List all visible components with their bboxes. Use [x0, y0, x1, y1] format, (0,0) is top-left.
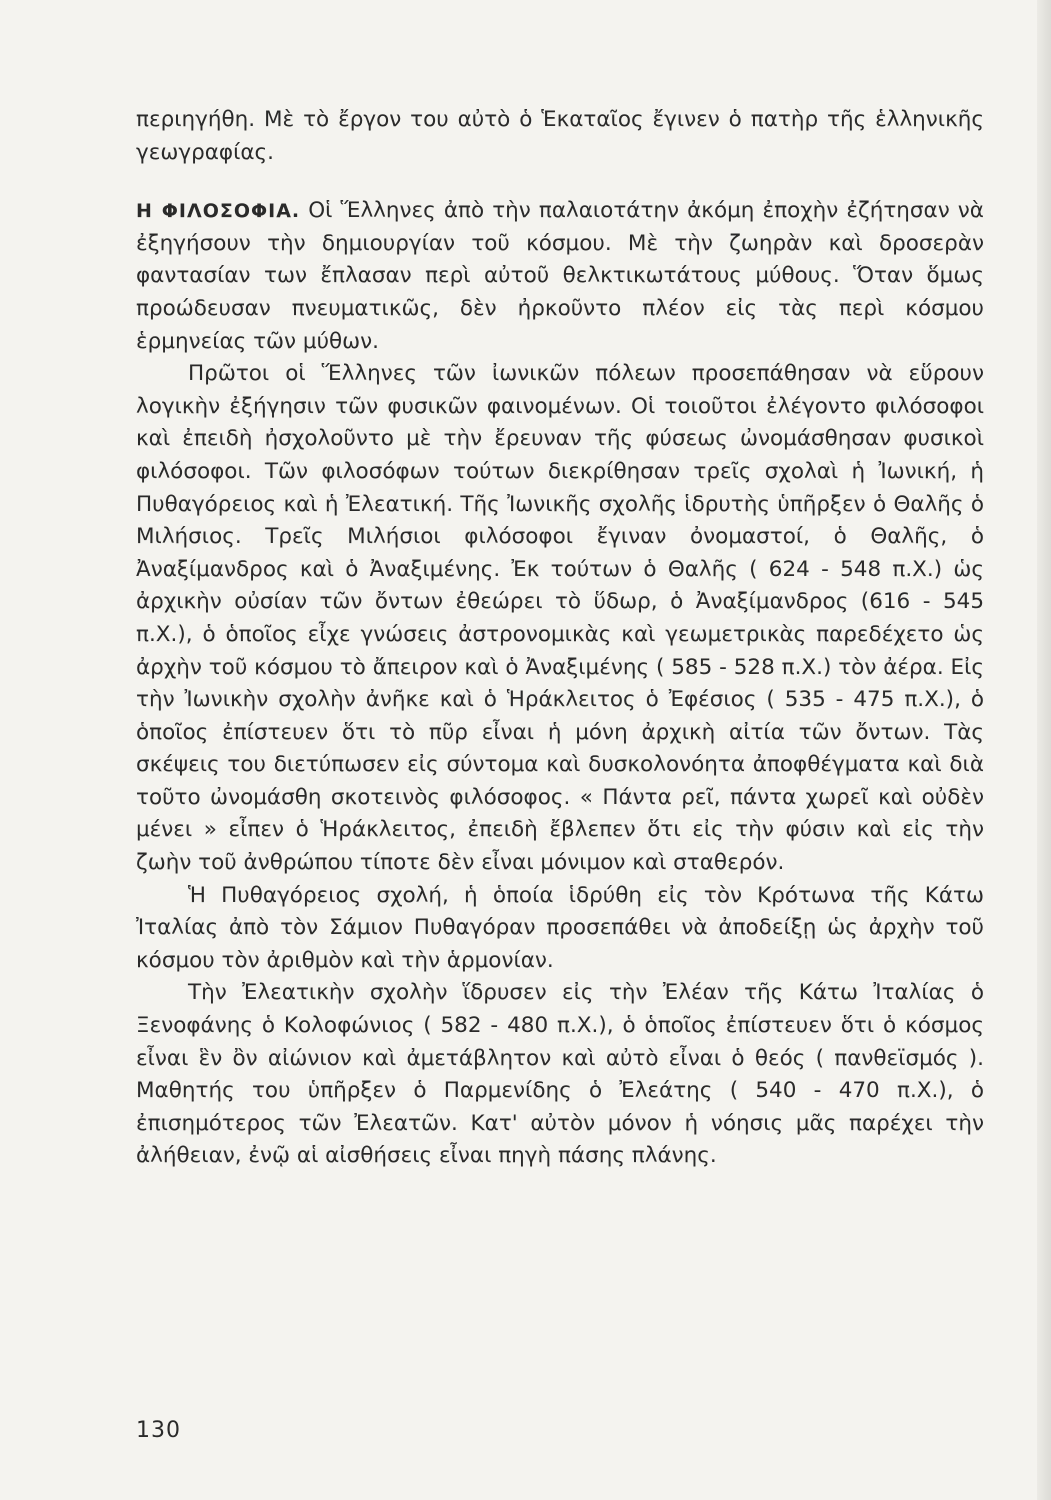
section-heading: Η ΦΙΛΟΣΟΦΙΑ.: [136, 200, 301, 223]
philosophy-section: [136, 195, 984, 358]
paragraph-2: Πρῶτοι οἱ Ἕλληνες τῶν ἰωνικῶν πόλεων προσεπάθησαν νὰ εὕρουν λογικὴν ἐξήγησιν τῶν φυσικῶν φαινομένων. Οἱ τοιοῦτοι ἐλέγοντο φιλόσοφοι καὶ ἐπειδὴ ἠσχολοῦντο μὲ τὴν ἔρευναν τῆς φύσεως ὠνομάσθησαν φυσικοὶ φιλόσοφοι. Τῶν φιλοσόφων τούτων διεκρίθησαν τρεῖς σχολαὶ ἡ Ἰωνική, ἡ Πυθαγόρειος καὶ ἡ Ἐλεατική. Τῆς Ἰωνικῆς σχολῆς ἱδρυτὴς ὑπῆρξεν ὁ Θαλῆς ὁ Μιλήσιος. Τρεῖς Μιλήσιοι φιλόσοφοι ἔγιναν ὀνομαστοί, ὁ Θαλῆς, ὁ Ἀναξίμανδρος καὶ ὁ Ἀναξιμένης. Ἐκ τούτων ὁ Θαλῆς ( 624 - 548 π.Χ.) ὡς ἀρχικὴν οὐσίαν τῶν ὄντων ἐθεώρει τὸ ὕδωρ, ὁ Ἀναξίμανδρος (616 - 545 π.Χ.), ὁ ὁποῖος εἶχε γνώσεις ἀστρονομικὰς καὶ γεωμετρικὰς παρεδέχετο ὡς ἀρχὴν τοῦ κόσμου τὸ ἄπειρον καὶ ὁ Ἀναξιμένης ( 585 - 528 π.Χ.) τὸν ἀέρα. Εἰς τὴν Ἰωνικὴν σχολὴν ἀνῆκε καὶ ὁ Ἡράκλειτος ὁ Ἐφέσιος ( 535 - 475 π.Χ.), ὁ ὁποῖος ἐπίστευεν ὅτι τὸ πῦρ εἶναι ἡ μόνη ἀρχικὴ αἰτία τῶν ὄντων. Τὰς σκέψεις του διετύπωσεν εἰς σύντομα καὶ δυσκολονόητα ἀποφθέγματα καὶ διὰ τοῦτο ὠνομάσθη σκοτεινὸς φιλόσοφος. « Πάντα ρεῖ, πάντα χωρεῖ καὶ οὐδὲν μένει » εἶπεν ὁ Ἡράκλειτος, ἐπειδὴ ἔβλεπεν ὅτι εἰς τὴν φύσιν καὶ εἰς τὴν ζωὴν τοῦ ἀνθρώπου τίποτε δὲν εἶναι μόνιμον καὶ σταθερόν.: [136, 361, 984, 876]
intro-paragraph: περιηγήθη. Μὲ τὸ ἔργον του αὐτὸ ὁ Ἑκαταῖος ἔγινεν ὁ πατὴρ τῆς ἑλληνικῆς γεωγραφίας.: [136, 107, 984, 165]
page-edge-shadow: [1037, 0, 1051, 1500]
paragraph-4: Τὴν Ἐλεατικὴν σχολὴν ἵδρυσεν εἰς τὴν Ἐλέαν τῆς Κάτω Ἰταλίας ὁ Ξενοφάνης ὁ Κολοφώνιος ( 582 - 480 π.Χ.), ὁ ὁποῖος ἐπίστευεν ὅτι ὁ κόσμος εἶναι ἓν ὂν αἰώνιον καὶ ἀμετάβλητον καὶ αὐτὸ εἶναι ὁ θεός ( πανθεϊσμός ). Μαθητής του ὑπῆρξεν ὁ Παρμενίδης ὁ Ἐλεάτης ( 540 - 470 π.Χ.), ὁ ἐπισημότερος τῶν Ἐλεατῶν. Κατ' αὐτὸν μόνον ἡ νόησις μᾶς παρέχει τὴν ἀλήθειαν, ἐνῷ αἱ αἰσθήσεις εἶναι πηγὴ πάσης πλάνης.: [136, 980, 984, 1169]
page-number: 130: [136, 1418, 181, 1443]
body-text: [136, 104, 984, 1173]
paragraph-1: Οἱ Ἕλληνες ἀπὸ τὴν παλαιοτάτην ἀκόμη ἐποχὴν ἐζήτησαν νὰ ἐξηγήσουν τὴν δημιουργίαν τοῦ κόσμου. Μὲ τὴν ζωηρὰν καὶ δροσερὰν φαντασίαν των ἔπλασαν περὶ αὐτοῦ θελκτικωτάτους μύθους. Ὅταν ὅμως προώδευσαν πνευματικῶς, δὲν ἠρκοῦντο πλέον εἰς τὰς περὶ κόσμου ἑρμηνείας τῶν μύθων.: [136, 198, 984, 354]
paragraph-3: Ἡ Πυθαγόρειος σχολή, ἡ ὁποία ἱδρύθη εἰς τὸν Κρότωνα τῆς Κάτω Ἰταλίας ἀπὸ τὸν Σάμιον Πυθαγόραν προσεπάθει νὰ ἀποδείξῃ ὡς ἀρχὴν τοῦ κόσμου τὸν ἀριθμὸν καὶ τὴν ἁρμονίαν.: [136, 882, 984, 973]
